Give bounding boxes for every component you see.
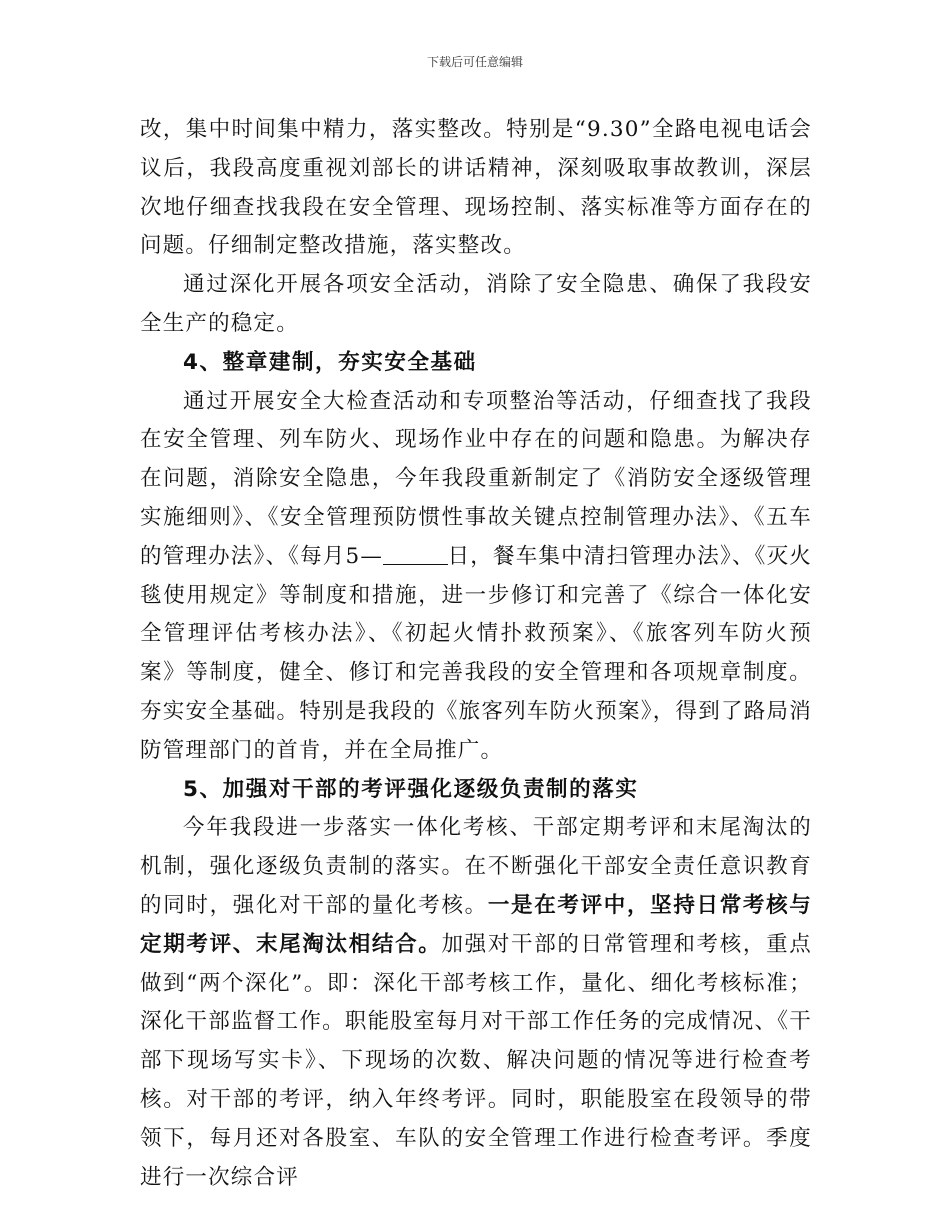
paragraph-regulations: [140, 383, 812, 771]
document-body: [140, 111, 812, 1197]
page-header: 下载后可任意编辑: [426, 55, 523, 69]
blank-underline: [383, 542, 448, 565]
section-heading-5: 5、加强对干部的考评强化逐级负责制的落实: [183, 776, 639, 802]
section-heading-4: 4、整章建制，夯实安全基础: [183, 349, 477, 375]
paragraph-safety-activities: 通过深化开展各项安全活动，消除了安全隐患、确保了我段安全生产的稳定。: [140, 272, 812, 336]
paragraph-rectification: 改，集中时间集中精力，落实整改。特别是“9.30”全路电视电话会议后，我段高度重视刘部长的讲话精神，深刻吸取事故教训，深层次地仔细查找我段在安全管理、现场控制、落实标准等方面存在的问题。仔细制定整改措施，落实整改。: [140, 117, 812, 259]
evaluation-bold-emphasis: 一是在考评中，坚持日常考核与定期考评、末尾淘汰相结合。: [140, 892, 812, 957]
regulations-text-part1: 通过开展安全大检查活动和专项整治等活动，仔细查找了我段在安全管理、列车防火、现场作业中存在的问题和隐患。为解决存在问题，消除安全隐患，今年我段重新制定了《消防安全逐级管理实施细则》、《安全管理预防惯性事故关键点控制管理办法》、《五车的管理办法》、《每月5—: [140, 388, 812, 569]
evaluation-text-part1: 今年我段进一步落实一体化考核、干部定期考评和末尾淘汰的机制，强化逐级负责制的落实。在不断强化干部安全责任意识教育的同时，强化对干部的量化考核。: [140, 815, 812, 918]
regulations-text-part2: 日，餐车集中清扫管理办法》、《灭火毯使用规定》等制度和措施，进一步修订和完善了《综合一体化安全管理评估考核办法》、《初起火情扑救预案》、《旅客列车防火预案》等制度，健全、修订和完善我段的安全管理和各项规章制度。夯实安全基础。特别是我段的《旅客列车防火预案》，得到了路局消防管理部门的首肯，并在全局推广。: [140, 543, 812, 763]
evaluation-text-part2: 加强对干部的日常管理和考核，重点做到“两个深化”。即：深化干部考核工作，量化、细化考核标准；深化干部监督工作。职能股室每月对干部工作任务的完成情况、《干部下现场写实卡》、下现场的次数、解决问题的情况等进行检查考核。对干部的考评，纳入年终考评。同时，职能股室在段领导的带领下，每月还对各股室、车队的安全管理工作进行检查考评。季度进行一次综合评: [140, 931, 813, 1190]
paragraph-cadre-evaluation: [140, 809, 812, 1197]
